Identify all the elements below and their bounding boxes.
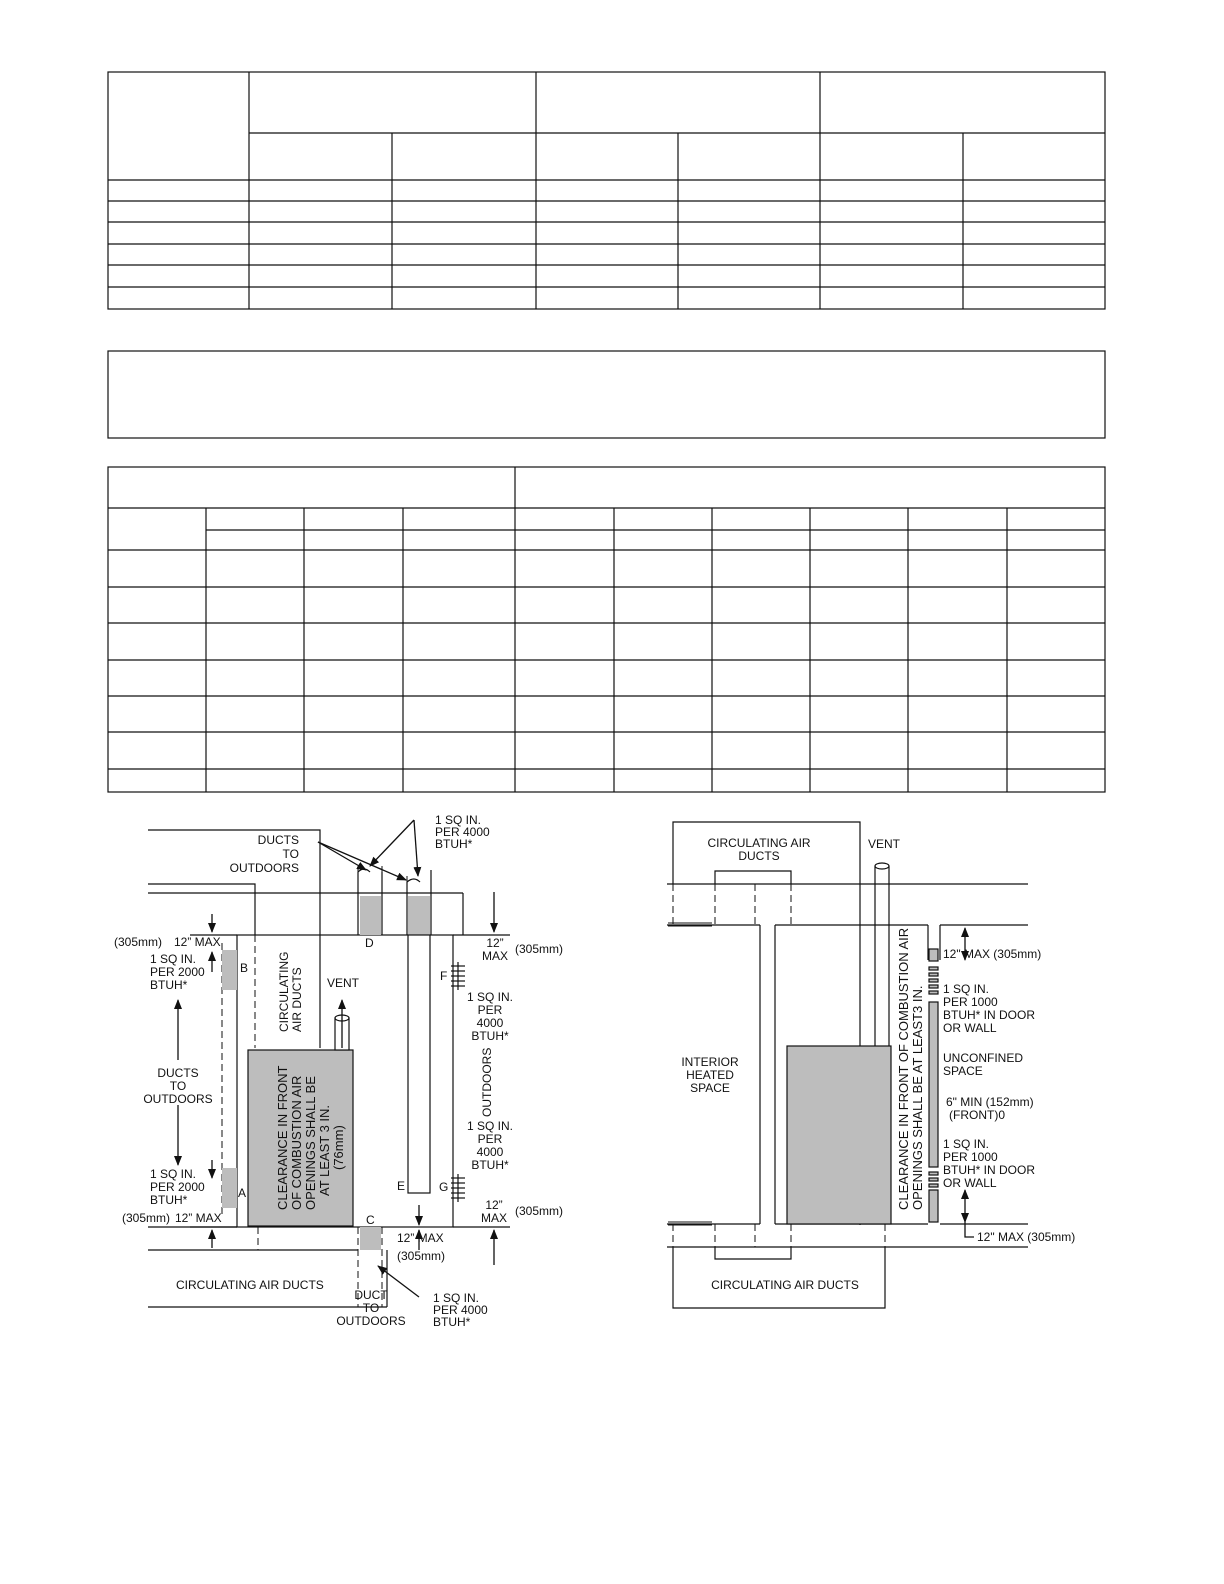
ducts-to-outdoors-top: DUCTS TO OUTDOORS [229,833,299,875]
label-max-right-bottom: MAX [480,1211,508,1225]
letter-a: A [238,1186,247,1200]
table-1 [108,72,1105,309]
sq-in-per-4000-right-top: 1 SQ IN. PER 4000 BTUH* [466,990,514,1043]
sq-in-per-2000-bottom: 1 SQ IN. PER 2000 BTUH* [150,1167,205,1207]
table-2 [108,467,1105,792]
sq-in-per-1000-top: 1 SQ IN. PER 1000 BTUH* IN DOOR OR WALL [943,982,1036,1035]
label-12-right-bottom: 12” [485,1198,503,1212]
interior-heated-space: INTERIOR HEATED SPACE [681,1055,739,1095]
unconfined-space: UNCONFINED SPACE [943,1051,1023,1078]
letter-g: G [439,1180,449,1194]
sq-in-per-2000-top: 1 SQ IN. PER 2000 BTUH* [150,952,205,992]
diagram-outdoor-air [114,813,563,1329]
vent-label-right: VENT [868,837,901,851]
door-grilles [929,949,938,1222]
label-12max-top-left: 12” MAX [174,935,221,949]
louver-g [451,1174,465,1202]
ducts-to-outdoors-left: DUCTS TO OUTDOORS [143,1066,213,1106]
right-arrows [965,928,974,1237]
label-305-right-top: (305mm) [515,942,564,956]
label-12-right-top: 12” [486,936,504,950]
sq-in-per-1000-bottom: 1 SQ IN. PER 1000 BTUH* IN DOOR OR WALL [943,1137,1036,1190]
letter-b: B [240,961,249,975]
letter-f: F [440,969,448,983]
circulating-air-ducts-top: CIRCULATING AIR DUCTS [707,836,811,863]
label-305-bottom-center: (305mm) [397,1249,446,1263]
letter-c: C [366,1213,375,1227]
clearance-left-vertical: CLEARANCE IN FRONTOF COMBUSTION AIROPENINGS SHALL BEAT LEAST 3 IN.(76mm) [275,1065,346,1210]
diagram-indoor-air [667,822,1075,1308]
label-305-top-left: (305mm) [114,935,163,949]
louver-f [451,962,465,990]
six-min-front: 6" MIN (152mm) (FRONT)0 [946,1095,1034,1122]
label-12max-305-top-right: 12" MAX (305mm) [943,947,1042,961]
label-12max-305-bottom-right: 12" MAX (305mm) [977,1230,1076,1244]
circulating-air-ducts-bottom-left: CIRCULATING AIR DUCTS [176,1278,324,1292]
furnace-unit-right [787,1046,891,1224]
vent-label-left: VENT [327,976,360,990]
duct-to-outdoors-bottom: DUCT TO OUTDOORS [336,1288,406,1328]
outdoors-vertical: OUTDOORS [480,1047,494,1117]
label-12max-bottom-left: 12” MAX [175,1211,222,1225]
label-12max-bottom-center: 12” MAX [397,1231,444,1245]
note-box [108,351,1105,438]
circulating-air-ducts-vertical: CIRCULATINGAIR DUCTS [277,951,304,1032]
label-305-right-bottom: (305mm) [515,1204,564,1218]
label-305-bottom-left: (305mm) [122,1211,171,1225]
letter-d: D [365,936,374,950]
sq-in-per-4000-right-bottom: 1 SQ IN. PER 4000 BTUH* [466,1119,514,1172]
sq-in-per-4000-top: 1 SQ IN. PER 4000 BTUH* [435,813,490,851]
circulating-air-ducts-bottom-right: CIRCULATING AIR DUCTS [711,1278,859,1292]
tall-duct [408,935,430,1193]
label-max-right-top: MAX [481,949,509,963]
clearance-right-vertical: CLEARANCE IN FRONT OF COMBUSTION AIROPENINGS SHALL BE AT LEAST3 IN. [896,927,925,1210]
sq-in-per-4000-bottom: 1 SQ IN. PER 4000 BTUH* [433,1291,488,1329]
letter-e: E [397,1179,406,1193]
